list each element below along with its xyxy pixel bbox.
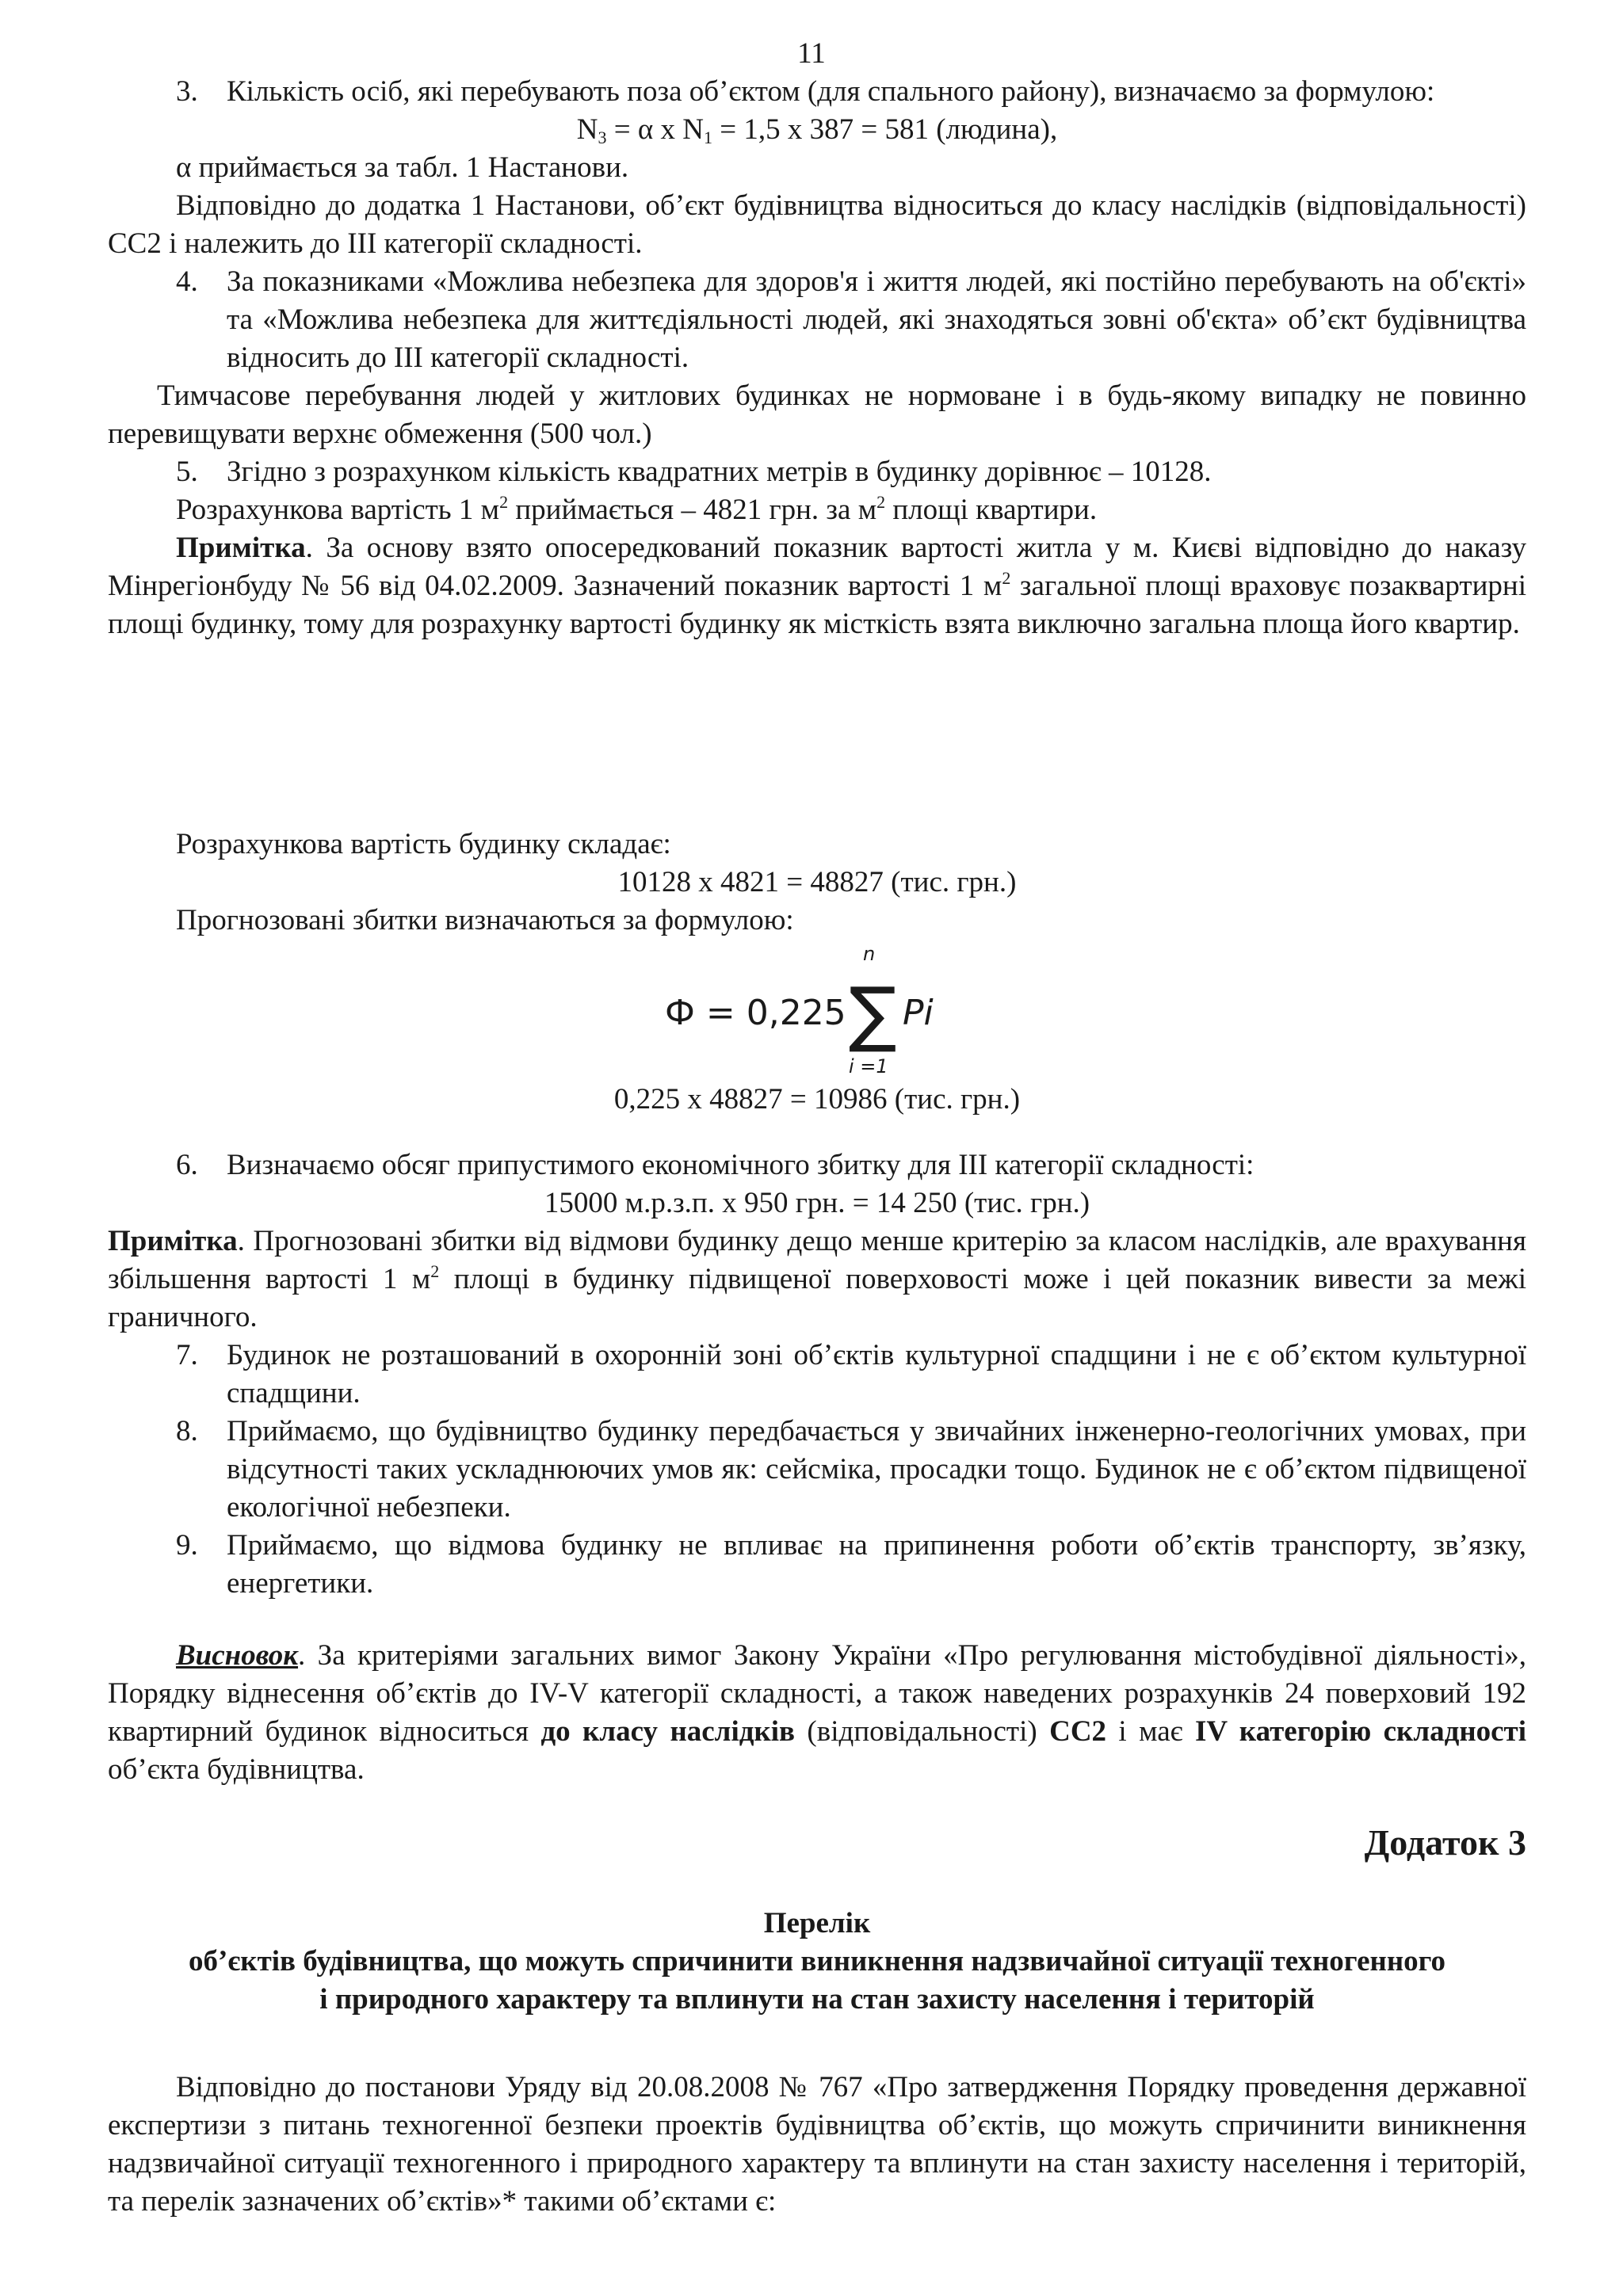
temporary-stay-paragraph: Тимчасове перебування людей у житлових будинках не нормоване і в будь-якому випадку не повинно перевищувати верхнє обмеження (500 чол.) bbox=[108, 379, 1526, 450]
list-item-5 bbox=[108, 453, 1526, 491]
text-run: . За основу взято опосередкований показник вартості житла у м. Києві відповідно до наказу Мінрегіонбуду № 56 від 04.02.2009. Зазначений показник вартості 1 м bbox=[108, 532, 1526, 602]
bold-run: IV категорію складності bbox=[1194, 1715, 1527, 1748]
list-item-3 bbox=[108, 73, 1526, 111]
note-label: Примітка bbox=[108, 1225, 238, 1257]
list-number: 8. bbox=[176, 1415, 198, 1447]
heading-line-1: Перелік bbox=[763, 1907, 871, 1939]
final-section bbox=[108, 2069, 1526, 2221]
text-run: . Прогнозовані збитки від відмови будинку дещо менше критерію за класом наслідків, але врахування збільшення вартості 1 м bbox=[108, 1225, 1526, 1295]
list-item-9 bbox=[108, 1527, 1526, 1603]
class-paragraph: Відповідно до додатка 1 Настанови, об’єкт будівництва відноситься до класу наслідків (відповідальності) СС2 і належить до ІІІ категорії складності. bbox=[108, 189, 1526, 260]
final-paragraph: Відповідно до постанови Уряду від 20.08.2008 № 767 «Про затвердження Порядку проведення державної експертизи з питань техногенної безпеки проектів будівництва об’єктів, що можуть спричинити виникнення надзвичайної ситуації техногенного і природного характеру та вплинути на стан захисту населення і територій, та перелік зазначених об’єктів»* такими об’єктами є: bbox=[108, 2071, 1526, 2218]
superscript: 2 bbox=[1002, 568, 1011, 588]
house-cost-calc: 10128 х 4821 = 48827 (тис. грн.) bbox=[617, 866, 1017, 898]
note-label: Примітка bbox=[176, 532, 306, 564]
list-text: За показниками «Можлива небезпека для здоров'я і життя людей, які постійно перебувають на об'єкті» та «Можлива небезпека для життєдіяльності людей, які знаходяться зовні об'єкта» об’єкт будівництва відносить до ІІІ категорії складності. bbox=[227, 265, 1526, 374]
text-run: площі в будинку підвищеної поверховості може і цей показник вивести за межі граничного. bbox=[108, 1263, 1527, 1333]
formula-n3-sub: 1 bbox=[704, 128, 712, 147]
losses-formula bbox=[651, 940, 983, 1081]
list-number: 9. bbox=[176, 1529, 198, 1562]
list-text: Приймаємо, що відмова будинку не впливає на припинення роботи об’єктів транспорту, зв’язку, енергетики. bbox=[227, 1529, 1526, 1600]
superscript: 2 bbox=[499, 492, 509, 512]
losses-label: Прогнозовані збитки визначаються за формулою: bbox=[176, 904, 794, 936]
formula-n3-mid: = α х N bbox=[606, 113, 704, 146]
heading-line-2: об’єктів будівництва, що можуть спричинити виникнення надзвичайної ситуації техногенного bbox=[188, 1945, 1446, 1978]
conclusion-paragraph bbox=[108, 1637, 1526, 1789]
formula-upper-limit: n bbox=[863, 943, 876, 965]
note-1 bbox=[108, 529, 1526, 643]
text-run: . За критеріями загальних вимог Закону України «Про регулювання містобудівної діяльності», Порядку віднесення об’єктів до IV-V категорії складності, а також наведених розрахунків 24 поверховий 192 квартирний будинок відноситься bbox=[108, 1639, 1526, 1748]
conclusion-section bbox=[108, 1637, 1526, 1789]
text-run: (відповідальності) bbox=[795, 1715, 1050, 1748]
list-number: 3. bbox=[176, 75, 198, 108]
formula-lower-limit: i =1 bbox=[849, 1055, 888, 1077]
item6-calc: 15000 м.р.з.п. х 950 грн. = 14 250 (тис. грн.) bbox=[544, 1187, 1090, 1219]
list-text: Згідно з розрахунком кількість квадратних метрів в будинку дорівнює – 10128. bbox=[227, 456, 1212, 488]
formula-term: Pi bbox=[903, 993, 934, 1033]
list-text: Будинок не розташований в охоронній зоні об’єктів культурної спадщини і не є об’єктом культурної спадщини. bbox=[227, 1339, 1526, 1409]
superscript: 2 bbox=[430, 1261, 440, 1281]
formula-n3-rhs: = 1,5 х 387 = 581 (людина), bbox=[712, 113, 1058, 146]
list-heading bbox=[108, 1905, 1526, 2019]
text-run: Розрахункова вартість 1 м bbox=[176, 494, 500, 526]
text-run: приймається – 4821 грн. за м bbox=[508, 494, 877, 526]
house-cost-label: Розрахункова вартість будинку складає: bbox=[176, 828, 671, 860]
alpha-note: α приймається за табл. 1 Настанови. bbox=[176, 151, 629, 184]
formula-n3 bbox=[108, 111, 1526, 149]
text-run: об’єкта будівництва. bbox=[108, 1753, 365, 1786]
text-run: площі квартири. bbox=[885, 494, 1098, 526]
list-number: 7. bbox=[176, 1339, 198, 1371]
appendix-section bbox=[108, 1824, 1526, 1862]
text-run: і має bbox=[1106, 1715, 1195, 1748]
list-item-7 bbox=[108, 1337, 1526, 1413]
heading-line-3: і природного характеру та вплинути на стан захисту населення і територій bbox=[319, 1983, 1315, 2016]
bold-run: СС2 bbox=[1049, 1715, 1107, 1748]
formula-sigma: ∑ bbox=[849, 972, 897, 1055]
list-text: Кількість осіб, які перебувають поза об’єктом (для спального району), визначаємо за формулою: bbox=[227, 75, 1435, 108]
text-run: загальної площі враховує позаквартирні площі будинку, тому для розрахунку вартості будинку як місткість взята виключно загальна площа його квартир. bbox=[108, 570, 1526, 640]
formula-n3-sub: 3 bbox=[598, 128, 607, 147]
superscript: 2 bbox=[876, 492, 886, 512]
unit-cost-line bbox=[108, 491, 1526, 529]
losses-calc: 0,225 х 48827 = 10986 (тис. грн.) bbox=[613, 1083, 1021, 1116]
calculation-section bbox=[108, 826, 1526, 1119]
list-item-4 bbox=[108, 263, 1526, 377]
bold-run: до класу наслідків bbox=[540, 1715, 796, 1748]
formula-phi-lhs: Ф = 0,225 bbox=[665, 993, 846, 1033]
list-item-8 bbox=[108, 1413, 1526, 1527]
appendix-title: Додаток 3 bbox=[1364, 1822, 1526, 1863]
list-item-6 bbox=[108, 1146, 1526, 1184]
list-number: 5. bbox=[176, 456, 198, 488]
list-text: Приймаємо, що будівництво будинку передбачається у звичайних інженерно-геологічних умовах, при відсутності таких ускладнюючих умов як: сейсміка, просадки тощо. Будинок не є об’єктом підвищеної екологічної небезпеки. bbox=[227, 1415, 1526, 1524]
list-text: Визначаємо обсяг припустимого економічного збитку для ІІІ категорії складності: bbox=[227, 1149, 1254, 1181]
top-section bbox=[108, 73, 1526, 643]
note-2 bbox=[108, 1222, 1526, 1337]
page-number: 11 bbox=[797, 37, 826, 70]
items-section bbox=[108, 1146, 1526, 1603]
list-number: 6. bbox=[176, 1149, 198, 1181]
formula-n3-lhs: N bbox=[576, 113, 598, 146]
list-number: 4. bbox=[176, 265, 198, 298]
conclusion-label: Висновок bbox=[176, 1639, 299, 1672]
